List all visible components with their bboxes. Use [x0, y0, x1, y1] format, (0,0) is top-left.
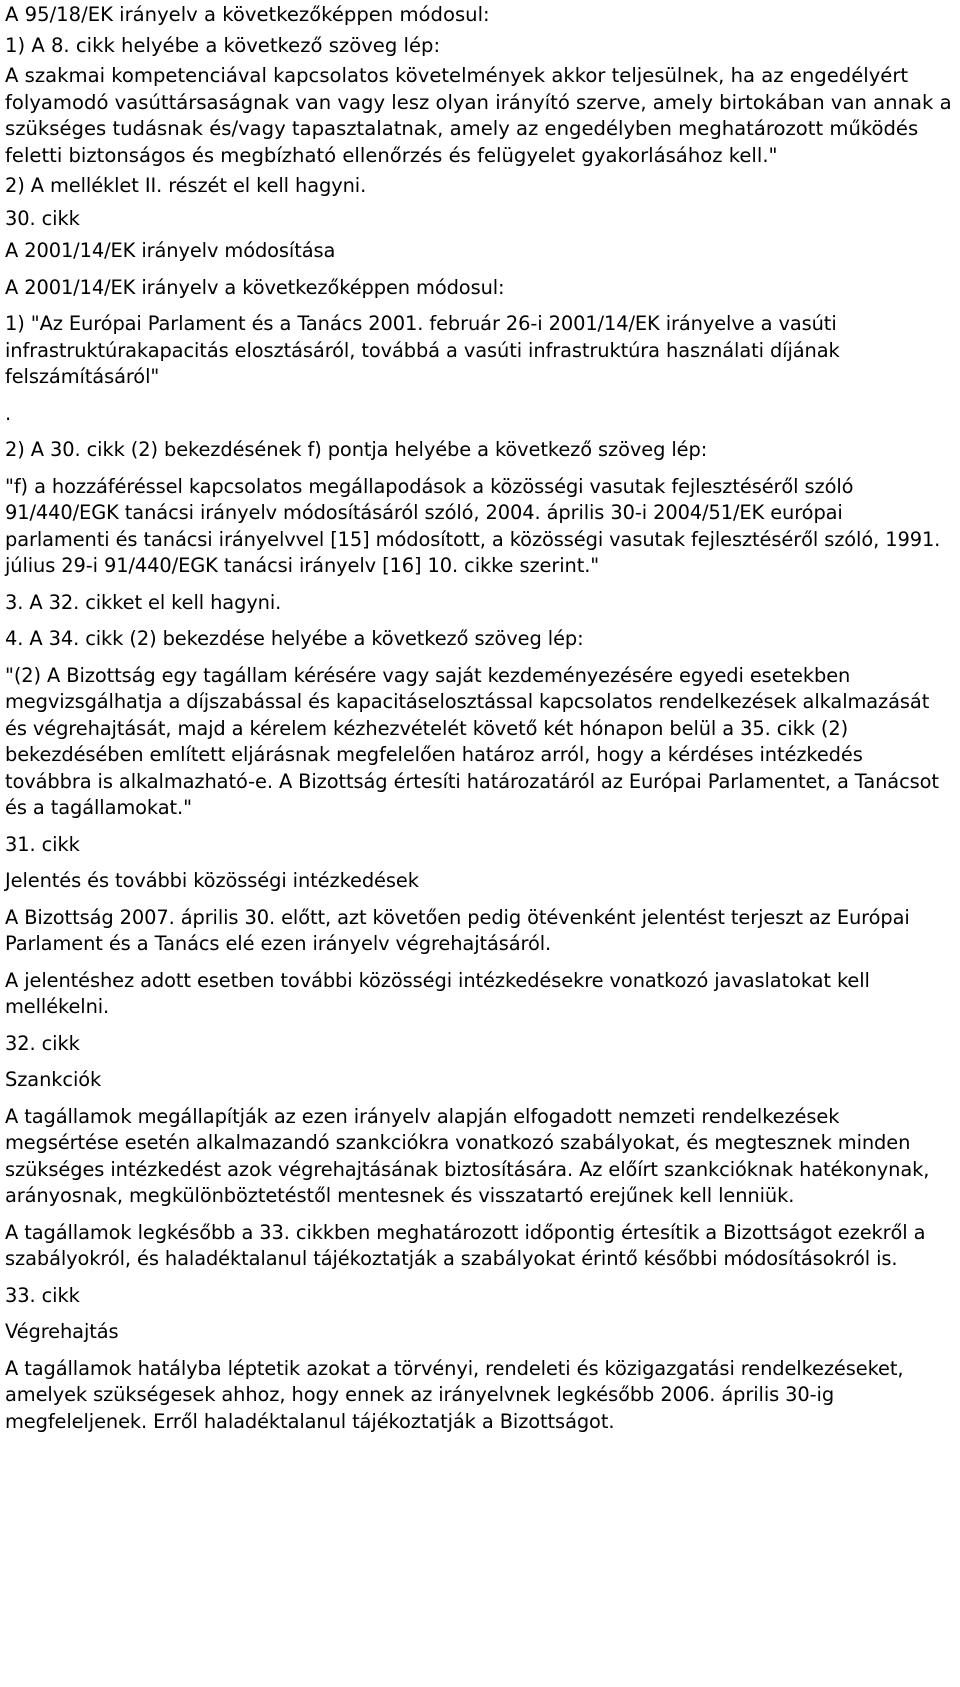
- paragraph: "f) a hozzáféréssel kapcsolatos megállapodások a közösségi vasutak fejlesztéséről szóló 91/440/EGK tanácsi irányelv módosításáról szóló, 2004. április 30-i 2004/51/EK európai parlamenti és tanácsi irányelvvel [15] módosított, a közösségi vasutak fejlesztéséről szóló, 1991. július 29-i 91/440/EGK tanácsi irányelv [16] 10. cikke szerint.": [5, 474, 941, 577]
- paragraph: 2) A melléklet II. részét el kell hagyni.: [5, 174, 367, 197]
- paragraph: A tagállamok hatályba léptetik azokat a törvényi, rendeleti és közigazgatási rendelkezéseket, amelyek szükségesek ahhoz, hogy ennek az irányelvnek legkésőbb 2006. április 30-ig megfeleljenek. Erről haladéktalanul tájékoztatják a Bizottságot.: [5, 1356, 904, 1433]
- paragraph: 4. A 34. cikk (2) bekezdése helyébe a következő szöveg lép:: [5, 627, 584, 650]
- article-title: Jelentés és további közösségi intézkedések: [5, 869, 419, 892]
- article-number: 31. cikk: [5, 832, 80, 856]
- paragraph: 2) A 30. cikk (2) bekezdésének f) pontja helyébe a következő szöveg lép:: [5, 438, 708, 461]
- article-number: 33. cikk: [5, 1283, 80, 1307]
- paragraph: A 95/18/EK irányelv a következőképpen módosul:: [5, 3, 490, 26]
- articles-section: [5, 173, 952, 1435]
- article-number: 30. cikk: [5, 206, 80, 230]
- article-title: Végrehajtás: [5, 1320, 119, 1343]
- paragraph: 1) "Az Európai Parlament és a Tanács 2001. február 26-i 2001/14/EK irányelve a vasúti infrastruktúrakapacitás elosztásáról, továbbá a vasúti infrastruktúra használati díjának felszámításáról": [5, 312, 840, 388]
- paragraph: A tagállamok megállapítják az ezen irányelv alapján elfogadott nemzeti rendelkezések megsértése esetén alkalmazandó szankciókra vonatkozó szabályokat, és megtesznek minden szükséges intézkedést azok végrehajtásának biztosítására. Az előírt szankcióknak hatékonynak, arányosnak, megkülönböztetéstől mentesnek és visszatartó erejűnek kell lenniük.: [5, 1104, 930, 1207]
- paragraph: A 2001/14/EK irányelv a következőképpen módosul:: [5, 275, 505, 299]
- paragraph: A Bizottság 2007. április 30. előtt, azt követően pedig ötévenként jelentést terjeszt az Európai Parlament és a Tanács elé ezen irányelv végrehajtásáról.: [5, 905, 910, 955]
- article-number: 32. cikk: [5, 1031, 80, 1055]
- directive-95-18-section: [5, 2, 952, 169]
- paragraph: .: [5, 401, 12, 425]
- article-title: A 2001/14/EK irányelv módosítása: [5, 239, 336, 262]
- paragraph: A jelentéshez adott esetben további közösségi intézkedésekre vonatkozó javaslatokat kell mellékelni.: [5, 968, 870, 1018]
- paragraph: A szakmai kompetenciával kapcsolatos követelmények akkor teljesülnek, ha az engedélyért folyamodó vasúttársaságnak van vagy lesz olyan irányító szerve, amely birtokában van annak a szükséges tudásnak és/vagy tapasztalatnak, amely az engedélyben meghatározott működés feletti biztonságos és megbízható ellenőrzés és felügyelet gyakorlásához kell.": [5, 64, 952, 167]
- paragraph: A tagállamok legkésőbb a 33. cikkben meghatározott időpontig értesítik a Bizottságot ezekről a szabályokról, és haladéktalanul tájékoztatják a szabályokat érintő későbbi módosításokról is.: [5, 1220, 926, 1270]
- paragraph: "(2) A Bizottság egy tagállam kérésére vagy saját kezdeményezésére egyedi esetekben megvizsgálhatja a díjszabással és kapacitáselosztással kapcsolatos rendelkezések alkalmazását és végrehajtását, majd a kérelem kézhezvételét követő két hónapon belül a 35. cikk (2) bekezdésében említett eljárásnak megfelelően határoz arról, hogy a kérdéses intézkedés továbbra is alkalmazható-e. A Bizottság értesíti határozatáról az Európai Parlamentet, a Tanácsot és a tagállamokat.": [5, 663, 939, 819]
- paragraph: 1) A 8. cikk helyébe a következő szöveg lép:: [5, 33, 441, 57]
- article-title: Szankciók: [5, 1068, 102, 1091]
- paragraph: 3. A 32. cikket el kell hagyni.: [5, 590, 282, 614]
